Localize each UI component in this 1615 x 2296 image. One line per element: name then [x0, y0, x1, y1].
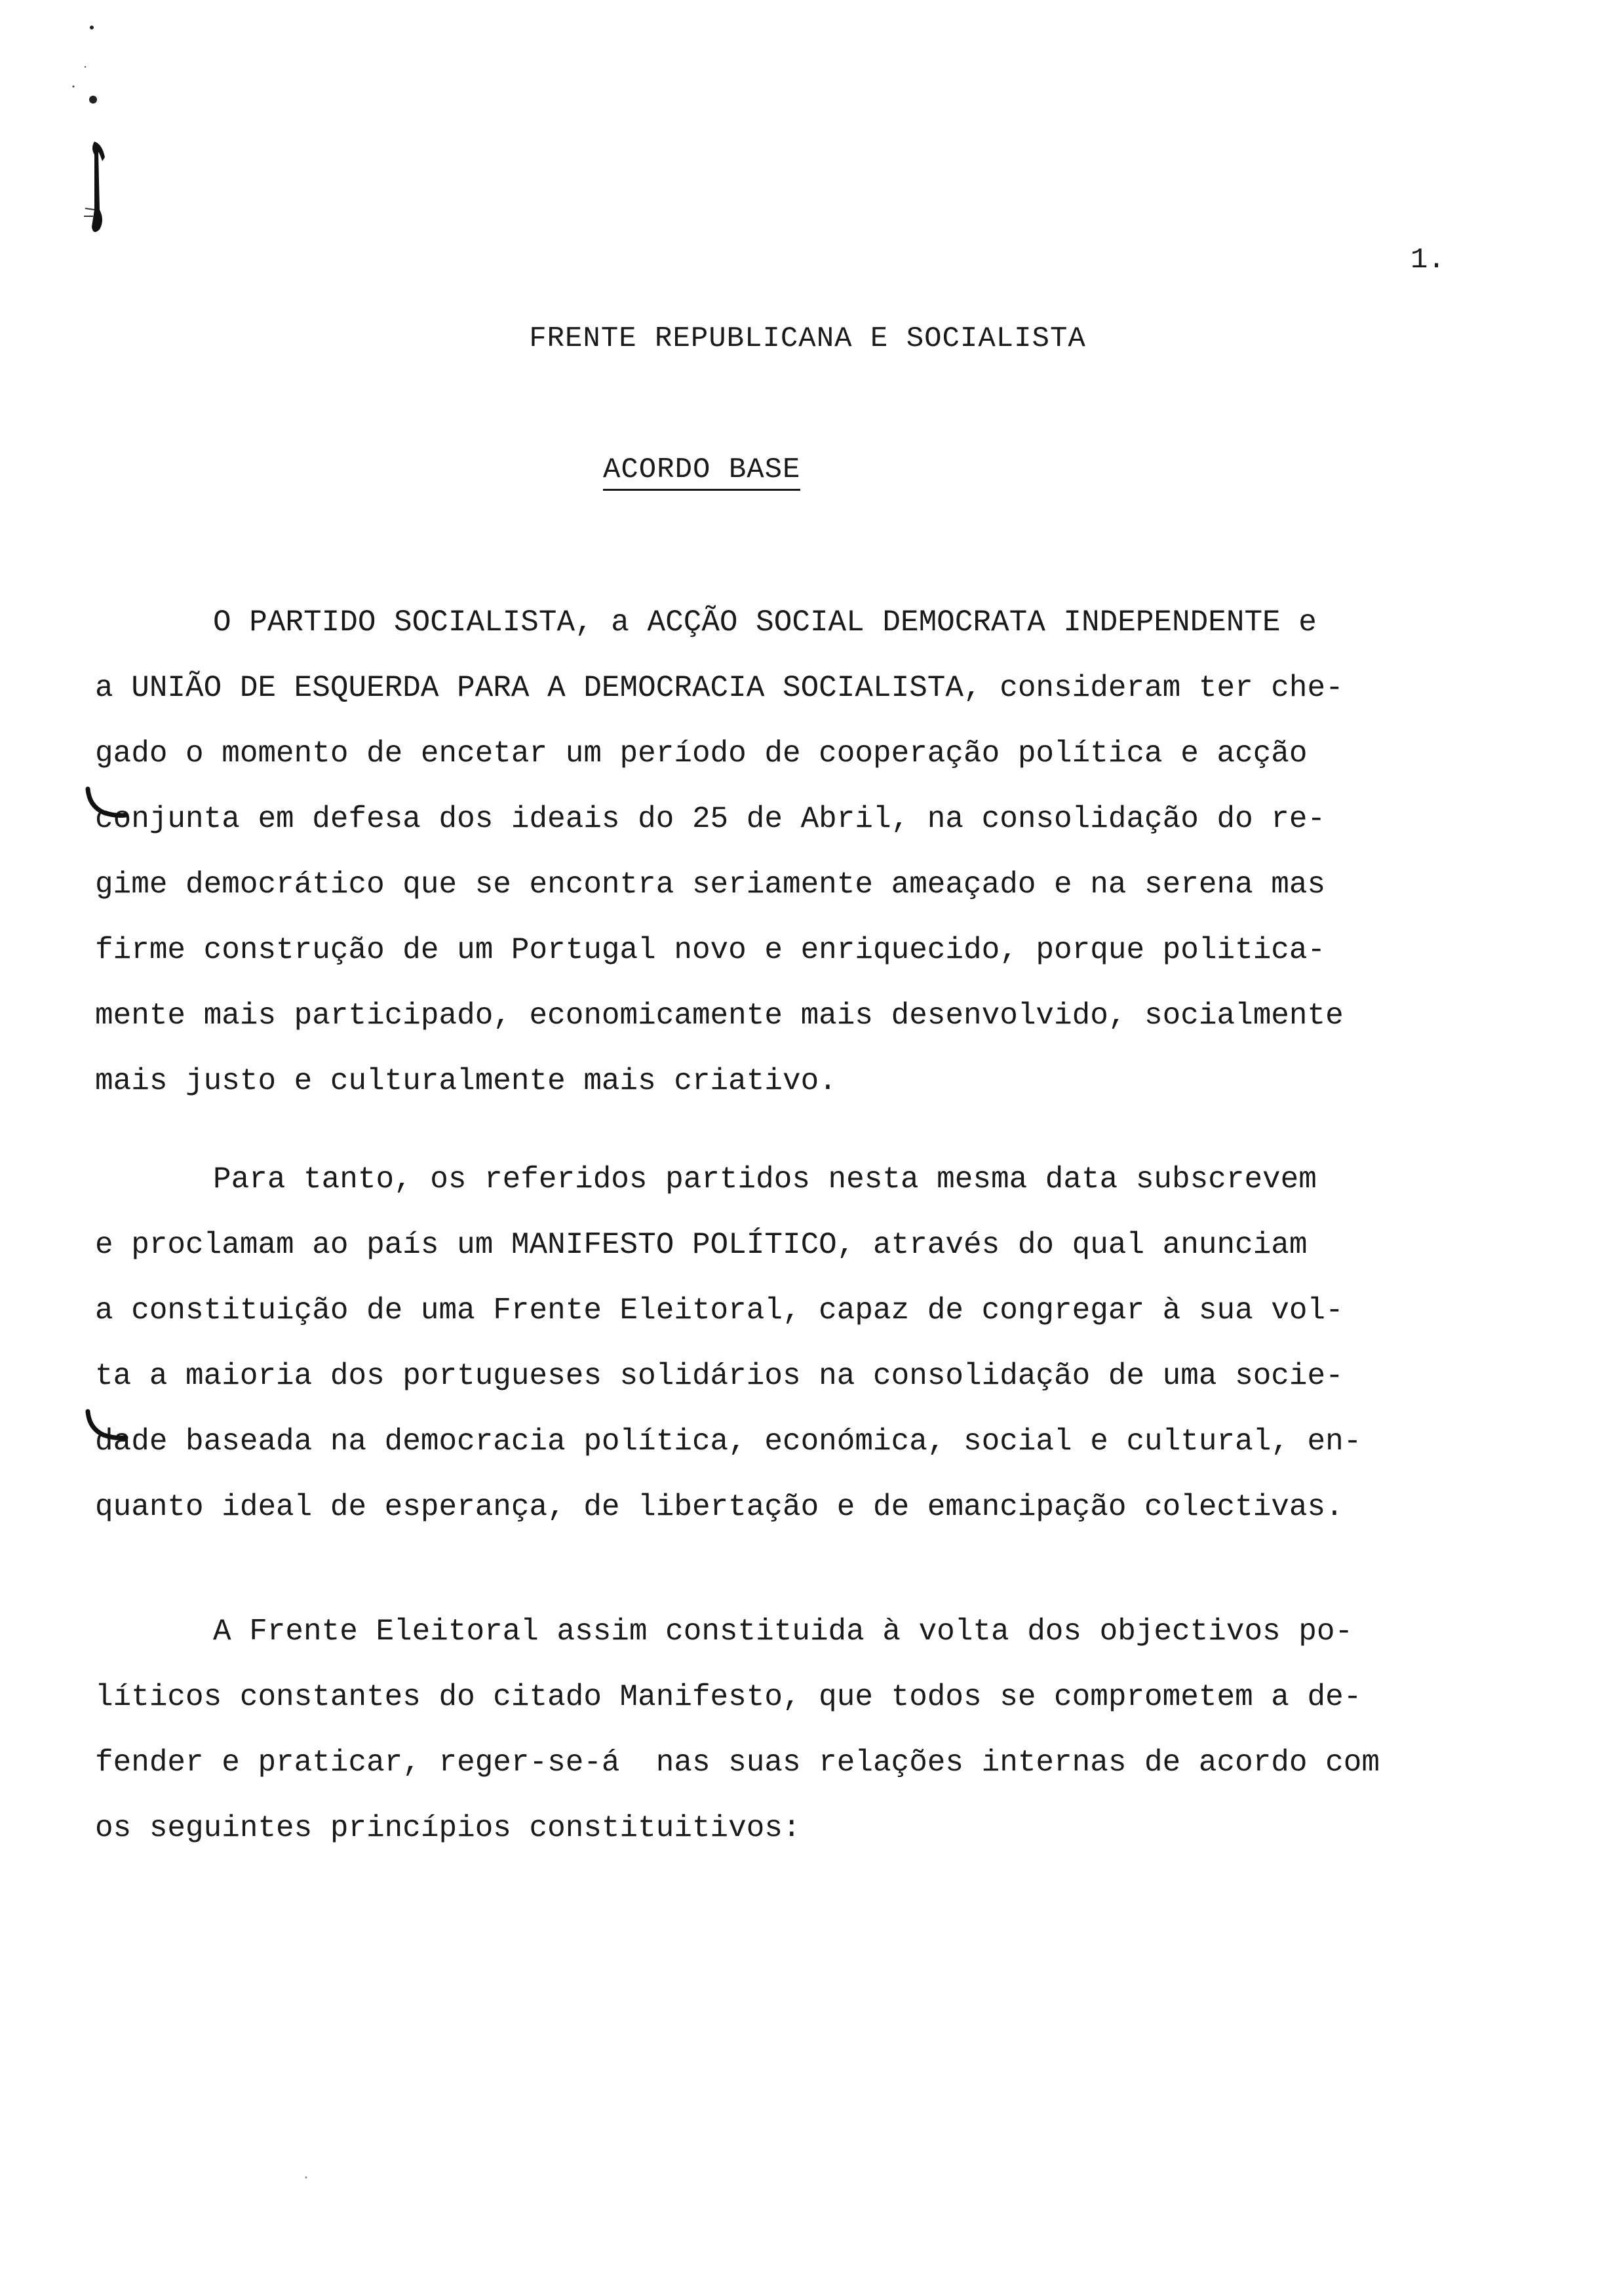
paragraph-line: dade baseada na democracia política, económica, social e cultural, en- [95, 1425, 1362, 1459]
margin-bracket-mark [84, 786, 130, 826]
page-number: 1. [1411, 244, 1445, 277]
paragraph-line: gime democrático que se encontra seriamente ameaçado e na serena mas [95, 868, 1326, 902]
margin-dot [90, 26, 94, 29]
document-title: FRENTE REPUBLICANA E SOCIALISTA [529, 322, 1086, 355]
paragraph-line: e proclamam ao país um MANIFESTO POLÍTICO, através do qual anunciam [95, 1228, 1308, 1262]
paragraph-1 [95, 590, 1485, 1114]
paragraph-line: A Frente Eleitoral assim constituida à volta dos objectivos po- [213, 1615, 1353, 1649]
paragraph-line: os seguintes princípios constituitivos: [95, 1811, 801, 1845]
document-subtitle [603, 453, 800, 486]
paragraph-line: fender e praticar, reger-se-á nas suas relações internas de acordo com [95, 1746, 1380, 1780]
paragraph-line: a constituição de uma Frente Eleitoral, capaz de congregar à sua vol- [95, 1293, 1344, 1328]
paragraph-line: conjunta em defesa dos ideais do 25 de Abril, na consolidação do re- [95, 802, 1326, 836]
paragraph-line: gado o momento de encetar um período de cooperação política e acção [95, 737, 1308, 771]
paragraph-line: O PARTIDO SOCIALISTA, a ACÇÃO SOCIAL DEMOCRATA INDEPENDENTE e [213, 605, 1317, 640]
paragraph-line: firme construção de um Portugal novo e enriquecido, porque politica- [95, 933, 1326, 967]
paragraph-line: líticos constantes do citado Manifesto, que todos se comprometem a de- [95, 1680, 1362, 1714]
paragraph-line: quanto ideal de esperança, de libertação e de emancipação colectivas. [95, 1490, 1344, 1524]
paragraph-line: mais justo e culturalmente mais criativo. [95, 1064, 837, 1098]
subtitle-text: ACORDO BASE [603, 453, 800, 491]
paragraph-line: mente mais participado, economicamente mais desenvolvido, socialmente [95, 999, 1344, 1033]
staple-mark [92, 142, 105, 232]
paragraph-3 [95, 1599, 1485, 1861]
margin-dot [89, 96, 97, 104]
margin-bracket-mark [84, 1409, 130, 1448]
paragraph-line: Para tanto, os referidos partidos nesta mesma data subscrevem [213, 1162, 1317, 1196]
paragraph-line: a UNIÃO DE ESQUERDA PARA A DEMOCRACIA SOCIALISTA, consideram ter che- [95, 671, 1344, 705]
margin-dot [85, 66, 86, 67]
paragraph-2 [95, 1147, 1485, 1540]
margin-dot [73, 86, 75, 88]
binding-marks [66, 13, 144, 262]
staple-mark [84, 208, 94, 216]
paragraph-line: ta a maioria dos portugueses solidários na consolidação de uma socie- [95, 1359, 1344, 1393]
scan-speck [303, 2174, 309, 2181]
